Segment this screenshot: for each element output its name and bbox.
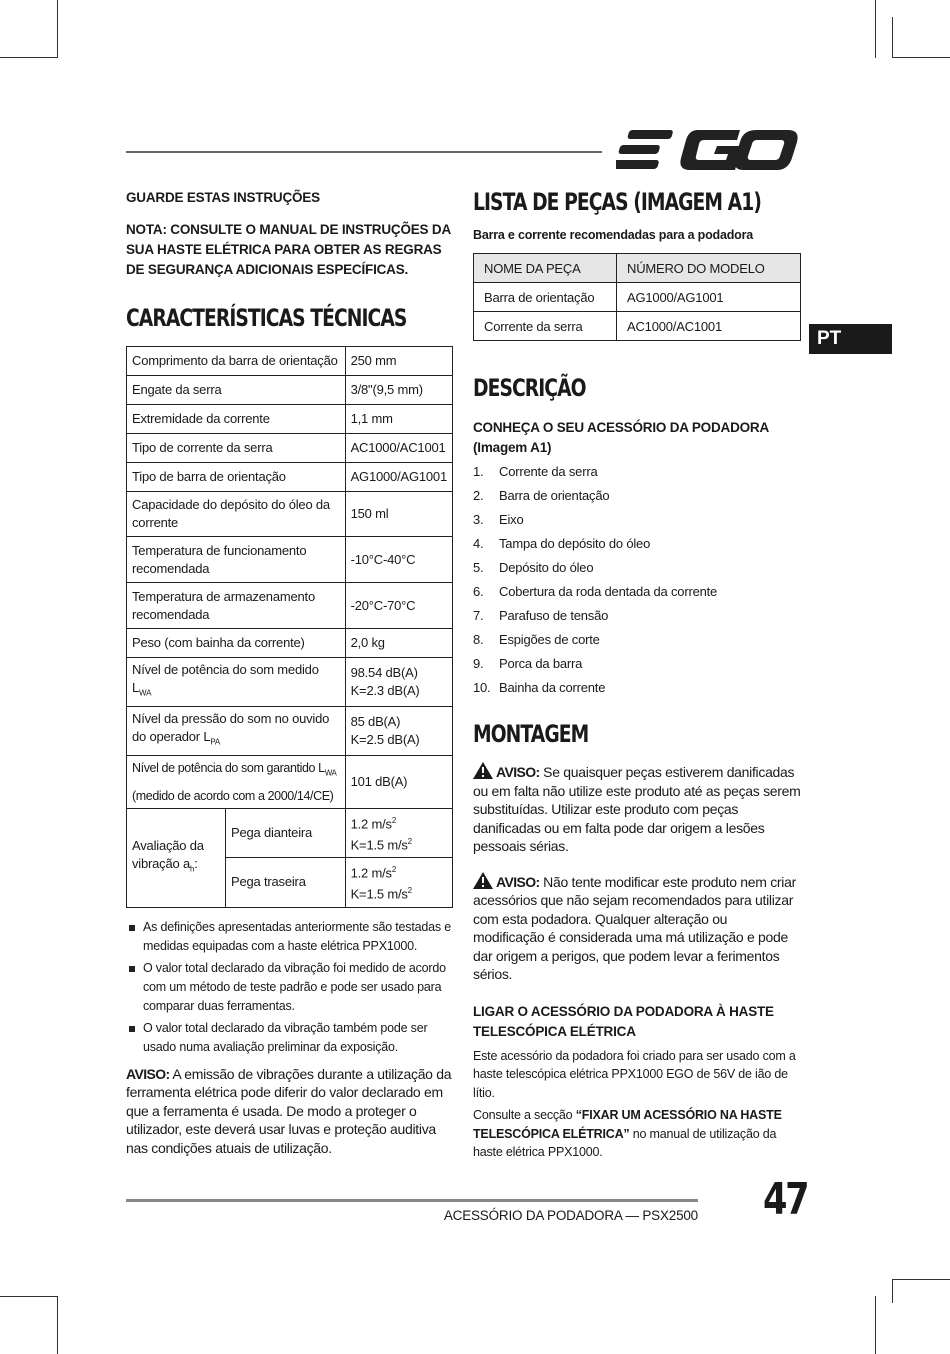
table-row xyxy=(127,583,453,629)
spec-label: Capacidade do depósito do óleo da corrente xyxy=(127,492,346,537)
crop-mark xyxy=(892,1279,893,1303)
vibration-label xyxy=(127,808,226,907)
description-subtitle: CONHEÇA O SEU ACESSÓRIO DA PODADORA (Imagem A1) xyxy=(473,420,769,455)
table-row xyxy=(127,405,453,434)
list-item xyxy=(473,580,801,604)
consult-reference: “FIXAR UM ACESSÓRIO NA HASTE TELESCÓPICA ELÉTRICA” xyxy=(473,1108,782,1141)
crop-mark xyxy=(0,57,58,58)
crop-mark xyxy=(875,1296,876,1354)
crop-mark xyxy=(57,1296,58,1354)
warning-label: AVISO: xyxy=(126,1065,170,1082)
crop-mark xyxy=(892,17,893,58)
sound-guaranteed-label xyxy=(127,756,346,809)
item-text: Cobertura da roda dentada da corrente xyxy=(499,584,718,599)
vibration-sub: h xyxy=(189,864,195,874)
sound-guaranteed-sub: WA xyxy=(324,768,337,778)
table-row xyxy=(127,658,453,707)
warning-text: Não tente modificar este produto nem criar acessórios que não sejam recomendados para utilizar com esta podadora. Qualquer alteração ou modificação é considerada uma má utilização e pode dar origem a perigos, que podem levar a ferimentos sérios. xyxy=(473,873,796,982)
part-name: Barra de orientação xyxy=(474,283,617,312)
warning-label: AVISO: xyxy=(496,873,540,890)
vibration-front-value xyxy=(345,808,452,858)
consult-text xyxy=(473,1106,801,1162)
vibration-suffix: : xyxy=(194,855,198,871)
list-item xyxy=(473,532,801,556)
spec-label: Tipo de corrente da serra xyxy=(127,434,346,463)
page-number: 47 xyxy=(763,1174,808,1225)
save-instructions-title: GUARDE ESTAS INSTRUÇÕES xyxy=(126,190,320,205)
spec-value: 3/8"(9,5 mm) xyxy=(345,376,452,405)
crop-mark xyxy=(875,0,876,58)
unit-superscript: 2 xyxy=(391,815,397,825)
item-text: Porca da barra xyxy=(499,656,583,671)
part-name: Corrente da serra xyxy=(474,312,617,341)
crop-mark xyxy=(892,1279,950,1280)
item-number: 7. xyxy=(473,608,484,623)
table-row xyxy=(127,492,453,537)
vibration-rear-value-2: K=1.5 m/s xyxy=(350,886,408,902)
spec-value: -10°C-40°C xyxy=(345,537,452,583)
item-text: Barra de orientação xyxy=(499,488,610,503)
description-heading: DESCRIÇÃO xyxy=(473,374,586,402)
warning-text: A emissão de vibrações durante a utilização da ferramenta elétrica pode diferir do valor declarado em que a ferramenta é usada. De modo a proteger o utilizador, este deverá usar luvas e proteção auditiva nas condições atuais de utilização. xyxy=(126,1065,452,1156)
item-text: Bainha da corrente xyxy=(499,680,606,695)
item-text: Espigões de corte xyxy=(499,632,600,647)
spec-label: Extremidade da corrente xyxy=(127,405,346,434)
spec-label: Comprimento da barra de orientação xyxy=(127,347,346,376)
table-row xyxy=(474,283,801,312)
sound-guaranteed-text: Nível de potência do som garantido L xyxy=(132,761,325,775)
right-column xyxy=(473,188,801,1162)
sound-power-text: Nível de potência do som medido L xyxy=(132,662,319,696)
assembly-warning-1 xyxy=(473,762,801,856)
footer-text: ACESSÓRIO DA PODADORA — PSX2500 xyxy=(443,1208,698,1223)
list-item xyxy=(473,652,801,676)
spec-value: AC1000/AC1001 xyxy=(345,434,452,463)
crop-mark xyxy=(892,57,950,58)
list-item xyxy=(473,484,801,508)
item-text: Tampa do depósito do óleo xyxy=(499,536,651,551)
list-item xyxy=(473,604,801,628)
sound-power-value xyxy=(345,658,452,707)
item-text: Depósito do óleo xyxy=(499,560,594,575)
consult-prefix: Consulte a secção xyxy=(473,1108,576,1122)
spec-label: Engate da serra xyxy=(127,376,346,405)
spec-value: AG1000/AG1001 xyxy=(345,463,452,492)
item-number: 8. xyxy=(473,632,484,647)
item-text: Parafuso de tensão xyxy=(499,608,609,623)
item-number: 4. xyxy=(473,536,484,551)
list-item: O valor total declarado da vibração foi medido de acordo com um método de teste padrão e pode ser usado para comparar duas ferramentas. xyxy=(126,959,454,1016)
warning-label: AVISO: xyxy=(496,764,540,780)
note-title: NOTA: CONSULTE O MANUAL DE INSTRUÇÕES DA SUA HASTE ELÉTRICA PARA OBTER AS REGRAS DE SEGURANÇA ADICIONAIS ESPECÍFICAS. xyxy=(126,222,451,277)
list-item xyxy=(473,676,801,700)
table-row xyxy=(127,629,453,658)
crop-mark xyxy=(0,1296,58,1297)
item-number: 2. xyxy=(473,488,484,503)
item-text: Corrente da serra xyxy=(499,464,598,479)
parts-subtitle: Barra e corrente recomendadas para a podadora xyxy=(473,228,754,242)
warning-icon xyxy=(473,872,493,889)
warning-icon xyxy=(473,762,493,779)
sound-pressure-value-2: K=2.5 dB(A) xyxy=(350,732,420,747)
sound-power-value-2: K=2.3 dB(A) xyxy=(350,683,420,698)
item-number: 1. xyxy=(473,464,484,479)
item-number: 10. xyxy=(473,680,491,695)
sound-guaranteed-note: (medido de acordo com a 2000/14/CE) xyxy=(132,788,334,803)
sound-power-label xyxy=(127,658,346,707)
sound-pressure-text: Nível da pressão do som no ouvido do operador L xyxy=(132,711,330,745)
column-header: NOME DA PEÇA xyxy=(474,254,617,283)
sound-power-value-1: 98.54 dB(A) xyxy=(350,665,418,680)
language-tab: PT xyxy=(809,324,892,354)
table-header-row xyxy=(474,254,801,283)
spec-label: Peso (com bainha da corrente) xyxy=(127,629,346,658)
crop-mark xyxy=(57,0,58,58)
list-item: As definições apresentadas anteriormente são testadas e medidas equipadas com a haste elétrica PPX1000. xyxy=(126,918,454,956)
table-row xyxy=(127,808,453,858)
vibration-warning xyxy=(126,1065,454,1158)
vibration-text: Avaliação da vibração a xyxy=(132,837,204,871)
table-row xyxy=(127,376,453,405)
assembly-warning-2 xyxy=(473,872,801,984)
table-row xyxy=(127,434,453,463)
connect-heading: LIGAR O ACESSÓRIO DA PODADORA À HASTE TELESCÓPICA ELÉTRICA xyxy=(473,1003,774,1039)
left-column xyxy=(126,188,454,1157)
warning-text: Se quaisquer peças estiverem danificadas ou em falta não utilize este produto até as peças serem substituídas. Utilizar este produto com peças danificadas ou em falta pode dar origem a lesões pessoais sérias. xyxy=(473,764,801,854)
list-item xyxy=(473,460,801,484)
footer-rule xyxy=(126,1199,698,1202)
vibration-rear-label: Pega traseira xyxy=(226,858,346,908)
table-row xyxy=(127,463,453,492)
unit-superscript: 2 xyxy=(407,836,412,846)
item-number: 3. xyxy=(473,512,484,527)
sound-pressure-sub: PA xyxy=(210,737,221,747)
spec-value: 250 mm xyxy=(345,347,452,376)
spec-label: Tipo de barra de orientação xyxy=(127,463,346,492)
sound-pressure-label xyxy=(127,707,346,756)
parts-description-list xyxy=(473,460,801,700)
vibration-front-value-2: K=1.5 m/s xyxy=(350,837,408,853)
connect-text: Este acessório da podadora foi criado para ser usado com a haste telescópica elétrica PPX1000 EGO de 56V de ião de lítio. xyxy=(473,1048,796,1100)
item-number: 6. xyxy=(473,584,484,599)
table-row xyxy=(474,312,801,341)
table-row xyxy=(127,347,453,376)
vibration-front-value-1: 1.2 m/s xyxy=(350,815,392,831)
item-number: 5. xyxy=(473,560,484,575)
table-row xyxy=(127,537,453,583)
sound-pressure-value-1: 85 dB(A) xyxy=(350,714,401,729)
parts-heading: LISTA DE PEÇAS (IMAGEM A1) xyxy=(473,188,761,216)
list-item xyxy=(473,628,801,652)
spec-label: Temperatura de funcionamento recomendada xyxy=(127,537,346,583)
vibration-rear-value xyxy=(345,858,452,908)
specs-heading: CARACTERÍSTICAS TÉCNICAS xyxy=(126,304,407,332)
item-number: 9. xyxy=(473,656,484,671)
unit-superscript: 2 xyxy=(407,886,412,896)
column-header: NÚMERO DO MODELO xyxy=(617,254,801,283)
unit-superscript: 2 xyxy=(391,865,397,875)
table-row xyxy=(127,756,453,809)
list-item: O valor total declarado da vibração também pode ser usado numa avaliação preliminar da exposição. xyxy=(126,1019,454,1057)
sound-power-sub: WA xyxy=(139,688,152,698)
vibration-front-label: Pega dianteira xyxy=(226,808,346,858)
ego-logo xyxy=(616,128,800,172)
part-model: AC1000/AC1001 xyxy=(617,312,801,341)
parts-table xyxy=(473,253,801,341)
sound-pressure-value xyxy=(345,707,452,756)
spec-label: Temperatura de armazenamento recomendada xyxy=(127,583,346,629)
spec-value: 2,0 kg xyxy=(345,629,452,658)
notes-list xyxy=(126,918,454,1057)
header-rule xyxy=(126,151,602,153)
spec-value: 150 ml xyxy=(345,492,452,537)
vibration-rear-value-1: 1.2 m/s xyxy=(350,865,392,881)
consult-suffix: no manual de utilização da haste elétrica PPX1000. xyxy=(473,1126,777,1159)
sound-guaranteed-value: 101 dB(A) xyxy=(345,756,452,809)
specs-table xyxy=(126,346,453,908)
list-item xyxy=(473,508,801,532)
spec-value: 1,1 mm xyxy=(345,405,452,434)
part-model: AG1000/AG1001 xyxy=(617,283,801,312)
table-row xyxy=(127,707,453,756)
item-text: Eixo xyxy=(499,512,524,527)
assembly-heading: MONTAGEM xyxy=(473,720,589,748)
spec-value: -20°C-70°C xyxy=(345,583,452,629)
list-item xyxy=(473,556,801,580)
